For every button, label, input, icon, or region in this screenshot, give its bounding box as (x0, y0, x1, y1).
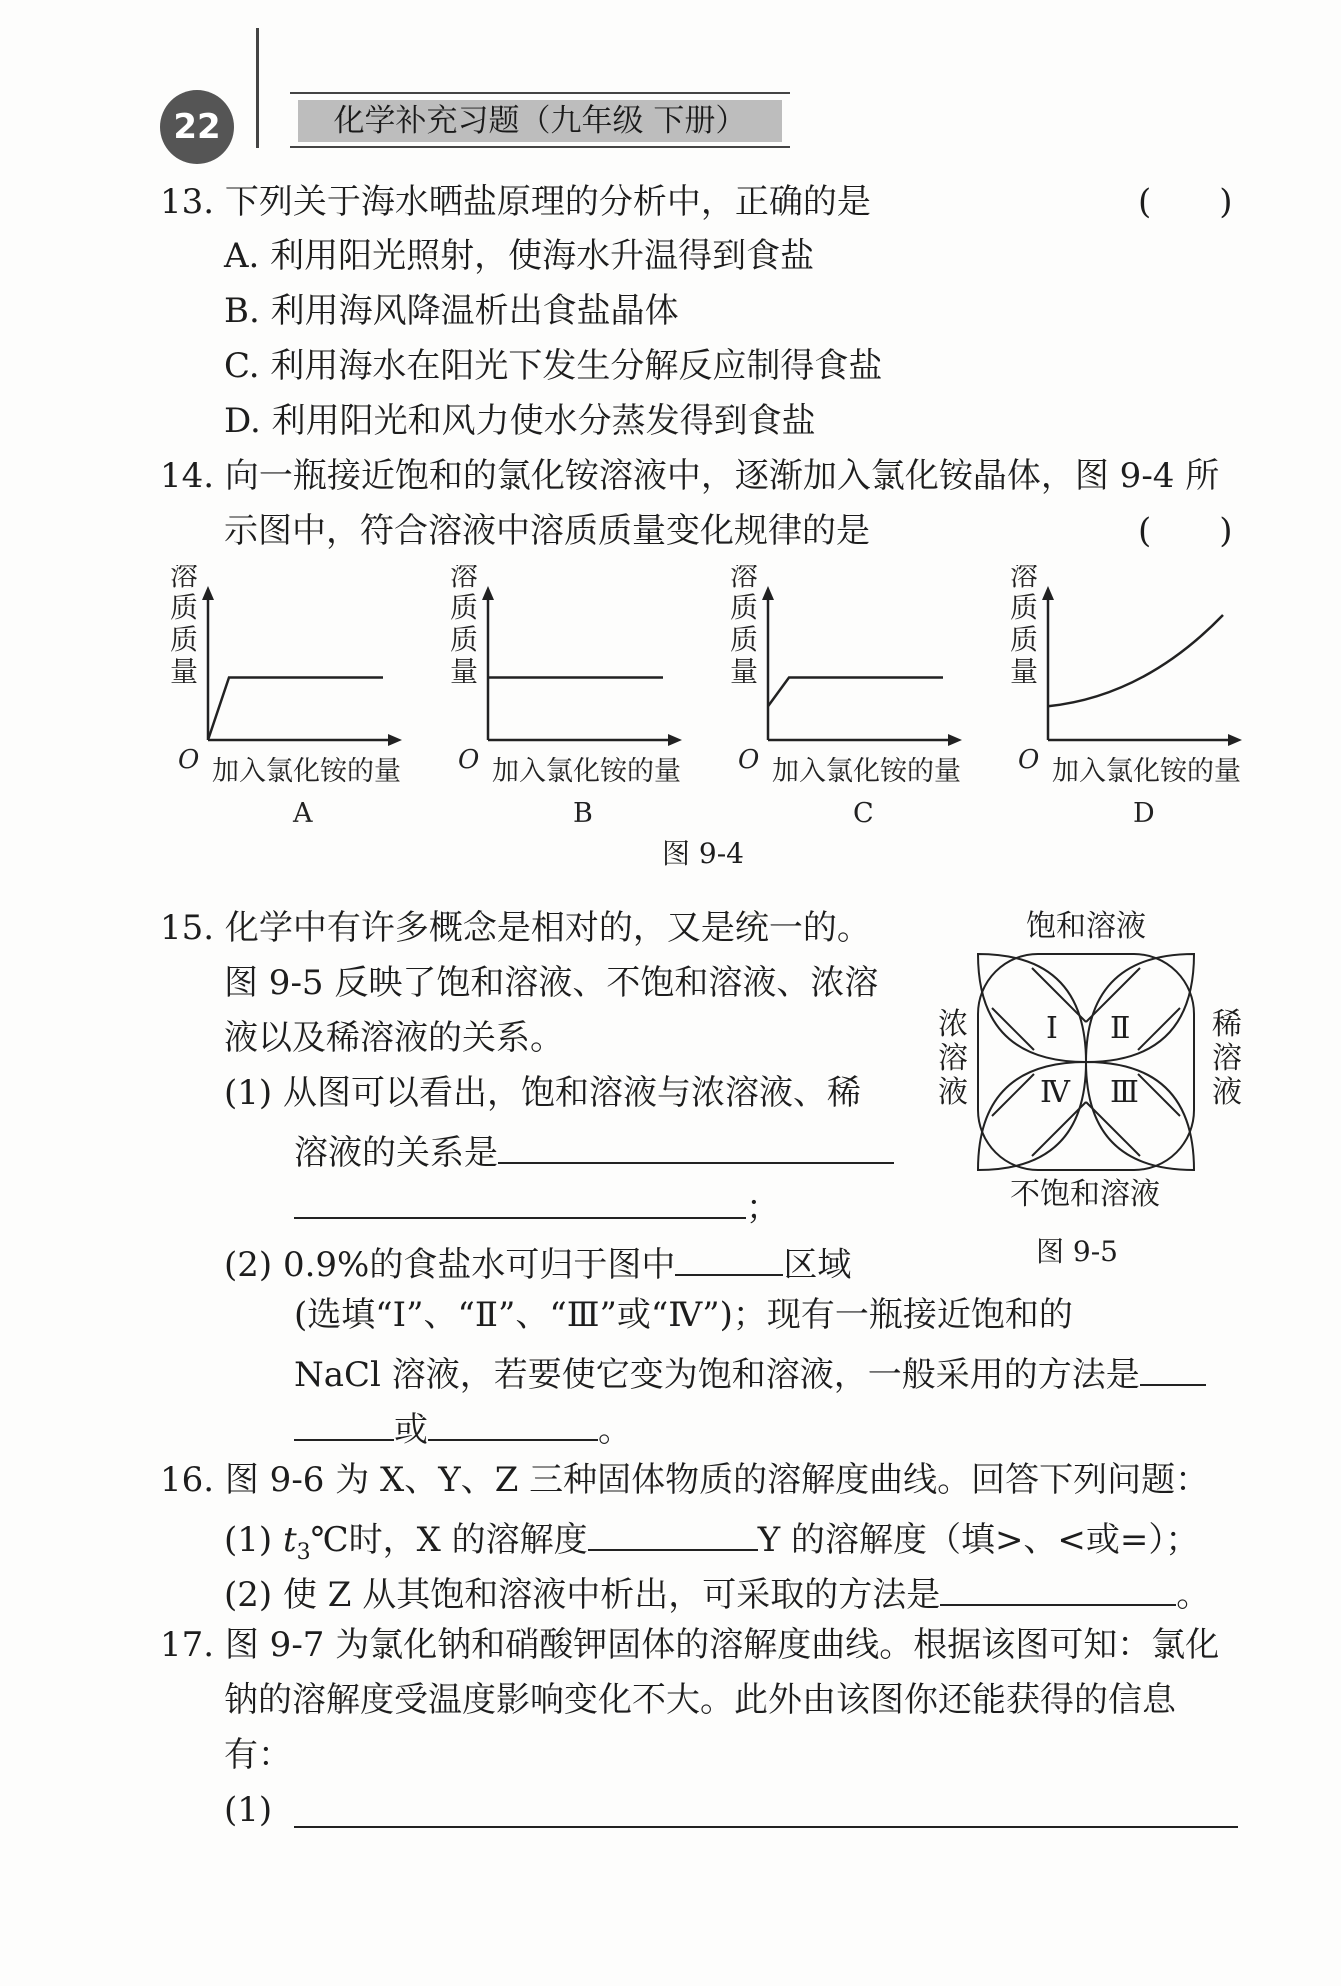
venn-label-unsaturated: 不饱和溶液 (1010, 1177, 1160, 1212)
q15-sub1-line1: (1) 从图可以看出，饱和溶液与浓溶液、稀 (224, 1073, 861, 1113)
chart-A-curve (208, 678, 383, 741)
chart-C-ylabel-char: 质 (730, 591, 759, 624)
q16-sub2-text: (2) 使 Z 从其饱和溶液中析出，可采取的方法是 (224, 1575, 941, 1615)
q16-sub1-num: (1) (224, 1520, 283, 1560)
q15-line1: 15. 化学中有许多概念是相对的，又是统一的。 (160, 908, 871, 948)
chart-D-origin: O (1018, 745, 1040, 775)
q17-line1: 17. 图 9-7 为氯化钠和硝酸钾固体的溶解度曲线。根据该图可知：氯化 (160, 1625, 1220, 1665)
venn-region-4: Ⅳ (1040, 1075, 1070, 1110)
chart-C-ylabel-char: 量 (730, 655, 759, 688)
chart-C-ylabel-char: 质 (730, 623, 759, 656)
chart-C-ylabel-char: 溶 (730, 565, 759, 592)
q17-sub1 (224, 1790, 272, 1830)
q15-line2: 图 9-5 反映了饱和溶液、不饱和溶液、浓溶 (224, 963, 879, 1003)
chart-C (730, 565, 962, 829)
venn-petal-top-left (978, 954, 1086, 1062)
header-top-rule (290, 92, 790, 94)
q15-sub1-blank-2[interactable] (294, 1183, 746, 1219)
venn-petal-bottom-right (1086, 1062, 1194, 1170)
chart-D-x-arrow (1228, 734, 1242, 746)
chart-D-curve (1048, 615, 1223, 706)
chart-A-panel-label: A (293, 798, 313, 829)
q15-sub1-end: ； (746, 1188, 780, 1228)
chart-A-y-arrow (202, 586, 214, 600)
venn-region-1: Ⅰ (1046, 1011, 1058, 1046)
header-bottom-rule (290, 146, 790, 148)
chart-D-ylabel-char: 量 (1010, 655, 1039, 688)
q13-option-d: D. 利用阳光和风力使水分蒸发得到食盐 (224, 401, 816, 441)
figure-9-4-caption: 图 9-4 (662, 837, 744, 870)
q16-sub1-blank[interactable] (588, 1515, 758, 1551)
chart-C-y-arrow (762, 586, 774, 600)
q13-option-a: A. 利用阳光照射，使海水升温得到食盐 (224, 236, 815, 276)
chart-A-ylabel-char: 溶 (170, 565, 199, 592)
chart-D (1010, 565, 1242, 829)
chart-C-xlabel: 加入氯化铵的量 (772, 756, 961, 787)
q15-or: 或 (394, 1410, 428, 1450)
q15-sub1-line3 (294, 1183, 780, 1228)
q16-sub1 (224, 1515, 1199, 1573)
q15-method-blank-1a[interactable] (1140, 1350, 1206, 1386)
q15-sub2-line1 (224, 1240, 851, 1285)
q16-stem: 16. 图 9-6 为 X、Y、Z 三种固体物质的溶解度曲线。回答下列问题： (160, 1460, 1210, 1500)
chart-B-ylabel-char: 质 (450, 623, 479, 656)
q14-stem-line1: 14. 向一瓶接近饱和的氯化铵溶液中，逐渐加入氯化铵晶体，图 9-4 所 (160, 456, 1220, 496)
q16-sub1-text: ℃时，X 的溶解度 (310, 1520, 588, 1560)
chart-D-panel-label: D (1133, 798, 1155, 829)
q15-sub2-text-b: 区域 (783, 1245, 852, 1285)
venn-region-2: Ⅱ (1110, 1011, 1131, 1046)
q15-sub1-blank-1[interactable] (498, 1128, 894, 1164)
q17-line3: 有： (224, 1735, 292, 1775)
q16-sub2-blank[interactable] (940, 1570, 1176, 1606)
chart-B-x-arrow (668, 734, 682, 746)
q16-temp-subscript: 3 (296, 1539, 311, 1565)
chart-A-ylabel-char: 质 (170, 623, 199, 656)
q16-sub2 (224, 1570, 1210, 1615)
q15-sub2-line3 (294, 1350, 1206, 1395)
page-number-badge: 22 (160, 90, 234, 164)
q15-region-blank[interactable] (675, 1240, 783, 1276)
q15-method-blank-1b[interactable] (294, 1405, 394, 1441)
q13-option-b: B. 利用海风降温析出食盐晶体 (224, 291, 679, 331)
venn-label-concentrated: 浓溶液 (938, 1007, 968, 1110)
q14-stem-line2: 示图中，符合溶液中溶质质量变化规律的是 (224, 511, 870, 551)
book-title: 化学补充习题（九年级 下册） (298, 100, 782, 142)
q17-sub1-num: (1) (224, 1790, 273, 1830)
q15-sub2-line2: (选填“Ⅰ”、“Ⅱ”、“Ⅲ”或“Ⅳ”)；现有一瓶接近饱和的 (294, 1295, 1073, 1335)
q17-line2: 钠的溶解度受温度影响变化不大。此外由该图你还能获得的信息 (224, 1680, 1176, 1720)
figure-9-5-caption: 图 9-5 (1036, 1235, 1118, 1268)
venn-tick-3 (1032, 1102, 1086, 1156)
chart-C-curve (768, 678, 943, 707)
q15-sub1-line2 (294, 1128, 894, 1173)
chart-B-ylabel-char: 量 (450, 655, 479, 688)
q16-temp-symbol: t (282, 1520, 297, 1560)
venn-label-dilute: 稀溶液 (1212, 1007, 1242, 1110)
chart-C-origin: O (738, 745, 760, 775)
q13-stem: 13. 下列关于海水晒盐原理的分析中，正确的是 (160, 182, 871, 222)
figure-9-4-charts (150, 565, 1250, 830)
chart-A-ylabel-char: 量 (170, 655, 199, 688)
chart-B-ylabel-char: 质 (450, 591, 479, 624)
chart-A-ylabel-char: 质 (170, 591, 199, 624)
chart-B-panel-label: B (573, 798, 593, 829)
q13-answer-paren: ( ) (1138, 182, 1233, 222)
q15-sub1-text: 溶液的关系是 (294, 1133, 498, 1173)
q14-answer-paren: ( ) (1138, 511, 1233, 551)
chart-D-ylabel-char: 质 (1010, 623, 1039, 656)
q15-method-blank-2[interactable] (428, 1405, 598, 1441)
chart-D-ylabel-char: 溶 (1010, 565, 1039, 592)
q16-sub2-end: 。 (1176, 1575, 1211, 1615)
q15-line3: 液以及稀溶液的关系。 (224, 1018, 564, 1058)
q15-sub2-text-a: (2) 0.9%的食盐水可归于图中 (224, 1245, 676, 1285)
venn-tick-1 (1032, 968, 1086, 1022)
chart-D-ylabel-char: 质 (1010, 591, 1039, 624)
chart-A-xlabel: 加入氯化铵的量 (212, 756, 401, 787)
venn-diagram (974, 950, 1198, 1174)
chart-B (450, 565, 682, 829)
q16-sub1-text-end: Y 的溶解度（填>、<或=）； (757, 1520, 1200, 1560)
chart-C-panel-label: C (853, 798, 874, 829)
chart-D-y-arrow (1042, 586, 1054, 600)
venn-label-saturated: 饱和溶液 (1026, 909, 1146, 944)
chart-A-origin: O (178, 745, 200, 775)
q15-sub2-end: 。 (598, 1410, 632, 1450)
chart-D-xlabel: 加入氯化铵的量 (1052, 756, 1241, 787)
chart-B-xlabel: 加入氯化铵的量 (492, 756, 681, 787)
chart-A (170, 565, 402, 829)
q17-sub1-answer-line[interactable] (294, 1826, 1238, 1828)
chart-C-x-arrow (948, 734, 962, 746)
q13-option-c: C. 利用海水在阳光下发生分解反应制得食盐 (224, 346, 883, 386)
chart-B-ylabel-char: 溶 (450, 565, 479, 592)
q15-sub2-text-c: NaCl 溶液，若要使它变为饱和溶液，一般采用的方法是 (294, 1355, 1140, 1395)
venn-petal-top-right (1086, 954, 1194, 1062)
header-vertical-rule (256, 28, 259, 148)
chart-A-x-arrow (388, 734, 402, 746)
venn-tick-4 (1086, 1102, 1140, 1156)
q15-sub2-line4 (294, 1405, 632, 1450)
venn-region-3: Ⅲ (1110, 1075, 1139, 1110)
chart-B-y-arrow (482, 586, 494, 600)
chart-B-origin: O (458, 745, 480, 775)
